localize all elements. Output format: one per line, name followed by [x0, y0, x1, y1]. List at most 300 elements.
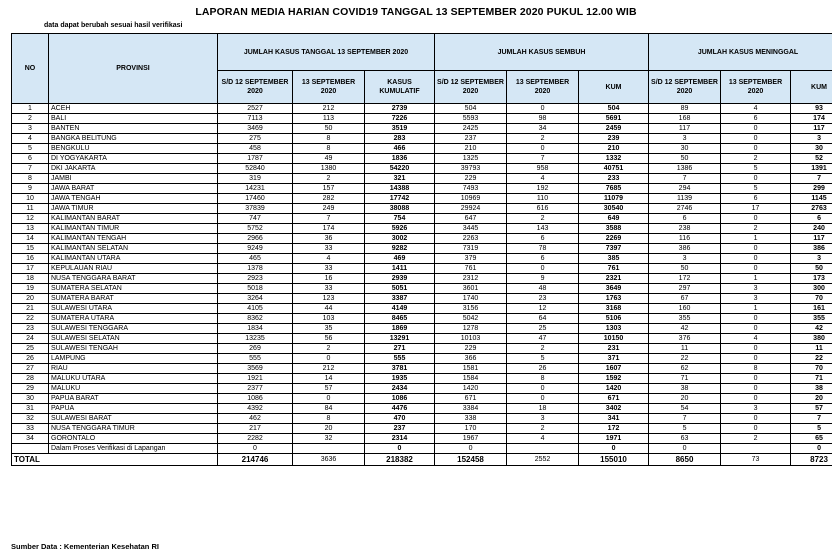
- row-kasus-kum: 754: [365, 214, 435, 224]
- row-sembuh-today: 0: [507, 144, 579, 154]
- row-no: 5: [12, 144, 49, 154]
- row-sembuh-today: 64: [507, 314, 579, 324]
- row-provinsi: JAWA BARAT: [49, 184, 218, 194]
- row-meninggal-sd: 0: [649, 444, 721, 454]
- row-meninggal-kum: 42: [791, 324, 832, 334]
- row-sembuh-sd: 7493: [435, 184, 507, 194]
- header-sembuh-today: 13 SEPTEMBER 2020: [507, 71, 579, 104]
- table-row: [12, 384, 832, 394]
- row-provinsi: PAPUA: [49, 404, 218, 414]
- row-meninggal-today: 0: [721, 214, 791, 224]
- row-sembuh-today: 616: [507, 204, 579, 214]
- row-kasus-today: 2: [293, 344, 365, 354]
- row-provinsi: BENGKULU: [49, 144, 218, 154]
- row-sembuh-today: 2: [507, 134, 579, 144]
- row-sembuh-sd: 210: [435, 144, 507, 154]
- row-meninggal-kum: 386: [791, 244, 832, 254]
- row-meninggal-kum: 7: [791, 174, 832, 184]
- row-kasus-sd: 1378: [218, 264, 293, 274]
- row-sembuh-kum: 1303: [579, 324, 649, 334]
- row-sembuh-kum: 40751: [579, 164, 649, 174]
- row-meninggal-today: 0: [721, 424, 791, 434]
- table-row: [12, 114, 832, 124]
- row-sembuh-kum: 371: [579, 354, 649, 364]
- covid-report-table: [11, 33, 832, 466]
- row-meninggal-sd: 355: [649, 314, 721, 324]
- row-no: 33: [12, 424, 49, 434]
- table-row: [12, 424, 832, 434]
- row-sembuh-kum: 3588: [579, 224, 649, 234]
- row-kasus-today: 32: [293, 434, 365, 444]
- row-kasus-sd: 2923: [218, 274, 293, 284]
- row-kasus-kum: 2739: [365, 104, 435, 114]
- row-meninggal-kum: 300: [791, 284, 832, 294]
- row-sembuh-sd: 671: [435, 394, 507, 404]
- row-meninggal-sd: 22: [649, 354, 721, 364]
- row-meninggal-sd: 294: [649, 184, 721, 194]
- row-sembuh-kum: 385: [579, 254, 649, 264]
- table-row: [12, 154, 832, 164]
- row-sembuh-kum: 5691: [579, 114, 649, 124]
- row-kasus-sd: 747: [218, 214, 293, 224]
- row-kasus-today: 1380: [293, 164, 365, 174]
- table-row: [12, 344, 832, 354]
- header-group-meninggal: JUMLAH KASUS MENINGGAL: [649, 34, 832, 71]
- row-kasus-today: 20: [293, 424, 365, 434]
- row-provinsi: JAWA TIMUR: [49, 204, 218, 214]
- row-sembuh-kum: 1607: [579, 364, 649, 374]
- row-kasus-sd: 217: [218, 424, 293, 434]
- row-meninggal-sd: 386: [649, 244, 721, 254]
- data-source: Sumber Data : Kementerian Kesehatan RI: [11, 542, 159, 551]
- row-kasus-kum: 14388: [365, 184, 435, 194]
- row-sembuh-sd: 2263: [435, 234, 507, 244]
- row-no: 26: [12, 354, 49, 364]
- row-sembuh-today: 98: [507, 114, 579, 124]
- header-group-sembuh: JUMLAH KASUS SEMBUH: [435, 34, 649, 71]
- row-kasus-today: 33: [293, 264, 365, 274]
- row-meninggal-sd: 168: [649, 114, 721, 124]
- row-kasus-sd: 3569: [218, 364, 293, 374]
- row-meninggal-sd: 11: [649, 344, 721, 354]
- row-provinsi: Dalam Proses Verifikasi di Lapangan: [49, 444, 218, 454]
- row-kasus-kum: 13291: [365, 334, 435, 344]
- row-meninggal-today: 0: [721, 144, 791, 154]
- row-kasus-sd: 3264: [218, 294, 293, 304]
- row-kasus-kum: 1836: [365, 154, 435, 164]
- row-meninggal-today: 6: [721, 194, 791, 204]
- verification-note: data dapat berubah sesuai hasil verifikasi: [44, 22, 183, 29]
- row-sembuh-today: 47: [507, 334, 579, 344]
- row-sembuh-kum: 2269: [579, 234, 649, 244]
- row-meninggal-kum: 3: [791, 254, 832, 264]
- total-meninggal-sd: 8650: [649, 454, 721, 466]
- row-kasus-today: 8: [293, 414, 365, 424]
- total-sembuh-kum: 155010: [579, 454, 649, 466]
- total-meninggal-kum: 8723: [791, 454, 832, 466]
- row-kasus-kum: 7226: [365, 114, 435, 124]
- row-sembuh-sd: 3156: [435, 304, 507, 314]
- row-sembuh-today: [507, 444, 579, 454]
- row-meninggal-today: 0: [721, 134, 791, 144]
- row-sembuh-sd: 39793: [435, 164, 507, 174]
- row-meninggal-sd: 42: [649, 324, 721, 334]
- row-meninggal-kum: 70: [791, 294, 832, 304]
- row-kasus-today: 0: [293, 394, 365, 404]
- row-meninggal-kum: 1391: [791, 164, 832, 174]
- row-meninggal-today: 4: [721, 104, 791, 114]
- row-meninggal-kum: 57: [791, 404, 832, 414]
- row-sembuh-kum: 239: [579, 134, 649, 144]
- row-kasus-today: 33: [293, 244, 365, 254]
- row-sembuh-today: 3: [507, 414, 579, 424]
- row-kasus-today: 0: [293, 354, 365, 364]
- row-sembuh-sd: 2312: [435, 274, 507, 284]
- row-meninggal-kum: 52: [791, 154, 832, 164]
- row-sembuh-kum: 1420: [579, 384, 649, 394]
- row-meninggal-sd: 38: [649, 384, 721, 394]
- total-kasus-sd: 214746: [218, 454, 293, 466]
- row-no: 4: [12, 134, 49, 144]
- row-sembuh-today: 26: [507, 364, 579, 374]
- row-kasus-sd: 7113: [218, 114, 293, 124]
- row-kasus-kum: 1935: [365, 374, 435, 384]
- row-kasus-sd: 1921: [218, 374, 293, 384]
- row-kasus-kum: 0: [365, 444, 435, 454]
- table-row: [12, 434, 832, 444]
- row-meninggal-today: 3: [721, 284, 791, 294]
- row-meninggal-sd: 30: [649, 144, 721, 154]
- row-kasus-today: 282: [293, 194, 365, 204]
- table-row: [12, 284, 832, 294]
- header-no: NO: [12, 34, 49, 104]
- row-meninggal-today: 0: [721, 174, 791, 184]
- row-kasus-sd: 8362: [218, 314, 293, 324]
- row-meninggal-kum: 65: [791, 434, 832, 444]
- row-kasus-kum: 2314: [365, 434, 435, 444]
- row-kasus-kum: 3387: [365, 294, 435, 304]
- row-kasus-kum: 2939: [365, 274, 435, 284]
- row-sembuh-kum: 210: [579, 144, 649, 154]
- row-meninggal-kum: 7: [791, 414, 832, 424]
- total-label: TOTAL: [12, 454, 218, 466]
- row-sembuh-today: 8: [507, 374, 579, 384]
- row-provinsi: ACEH: [49, 104, 218, 114]
- row-sembuh-sd: 1325: [435, 154, 507, 164]
- row-provinsi: KALIMANTAN SELATAN: [49, 244, 218, 254]
- row-sembuh-today: 2: [507, 214, 579, 224]
- table-body: [12, 104, 832, 454]
- row-kasus-today: 50: [293, 124, 365, 134]
- row-meninggal-today: 5: [721, 184, 791, 194]
- total-sembuh-sd: 152458: [435, 454, 507, 466]
- row-sembuh-kum: 2321: [579, 274, 649, 284]
- row-kasus-today: 57: [293, 384, 365, 394]
- row-sembuh-sd: 1967: [435, 434, 507, 444]
- row-provinsi: RIAU: [49, 364, 218, 374]
- total-kasus-today: 3636: [293, 454, 365, 466]
- row-kasus-kum: 1869: [365, 324, 435, 334]
- row-kasus-sd: 555: [218, 354, 293, 364]
- row-no: 2: [12, 114, 49, 124]
- row-sembuh-sd: 229: [435, 344, 507, 354]
- row-meninggal-today: 0: [721, 414, 791, 424]
- row-sembuh-today: 0: [507, 264, 579, 274]
- row-meninggal-today: 8: [721, 364, 791, 374]
- row-meninggal-sd: 62: [649, 364, 721, 374]
- row-meninggal-sd: 50: [649, 154, 721, 164]
- total-sembuh-today: 2552: [507, 454, 579, 466]
- row-kasus-sd: 17460: [218, 194, 293, 204]
- row-meninggal-today: 6: [721, 114, 791, 124]
- table-row: [12, 254, 832, 264]
- row-sembuh-kum: 3649: [579, 284, 649, 294]
- row-kasus-kum: 54220: [365, 164, 435, 174]
- row-meninggal-today: 0: [721, 374, 791, 384]
- table-row: [12, 104, 832, 114]
- row-meninggal-kum: 161: [791, 304, 832, 314]
- row-sembuh-kum: 231: [579, 344, 649, 354]
- row-meninggal-kum: 174: [791, 114, 832, 124]
- row-meninggal-sd: 172: [649, 274, 721, 284]
- row-meninggal-sd: 116: [649, 234, 721, 244]
- row-no: 34: [12, 434, 49, 444]
- header-kasus-kumulatif: KASUS KUMULATIF: [365, 71, 435, 104]
- row-kasus-sd: 0: [218, 444, 293, 454]
- row-no: 22: [12, 314, 49, 324]
- row-kasus-today: 84: [293, 404, 365, 414]
- row-provinsi: JAMBI: [49, 174, 218, 184]
- report-title: LAPORAN MEDIA HARIAN COVID19 TANGGAL 13 SEPTEMBER 2020 PUKUL 12.00 WIB: [195, 6, 637, 18]
- row-kasus-sd: 9249: [218, 244, 293, 254]
- table-row: [12, 364, 832, 374]
- row-meninggal-kum: 38: [791, 384, 832, 394]
- row-kasus-today: 35: [293, 324, 365, 334]
- row-kasus-sd: 275: [218, 134, 293, 144]
- row-sembuh-kum: 7397: [579, 244, 649, 254]
- row-meninggal-sd: 117: [649, 124, 721, 134]
- row-kasus-kum: 237: [365, 424, 435, 434]
- row-provinsi: MALUKU: [49, 384, 218, 394]
- table-row: [12, 244, 832, 254]
- row-provinsi: KALIMANTAN TIMUR: [49, 224, 218, 234]
- row-sembuh-sd: 10969: [435, 194, 507, 204]
- row-meninggal-today: [721, 444, 791, 454]
- row-sembuh-today: 6: [507, 234, 579, 244]
- table-row: [12, 234, 832, 244]
- table-row: [12, 164, 832, 174]
- row-provinsi: GORONTALO: [49, 434, 218, 444]
- row-sembuh-today: 23: [507, 294, 579, 304]
- table-row: [12, 334, 832, 344]
- row-no: 15: [12, 244, 49, 254]
- row-sembuh-today: 0: [507, 104, 579, 114]
- row-no: 10: [12, 194, 49, 204]
- row-kasus-kum: 5051: [365, 284, 435, 294]
- row-sembuh-sd: 1278: [435, 324, 507, 334]
- row-meninggal-kum: 0: [791, 444, 832, 454]
- row-meninggal-today: 0: [721, 384, 791, 394]
- row-kasus-kum: 271: [365, 344, 435, 354]
- row-provinsi: DI YOGYAKARTA: [49, 154, 218, 164]
- row-no: 9: [12, 184, 49, 194]
- row-provinsi: SULAWESI UTARA: [49, 304, 218, 314]
- row-meninggal-kum: 50: [791, 264, 832, 274]
- total-kasus-kum: 218382: [365, 454, 435, 466]
- table-row: [12, 224, 832, 234]
- header-sembuh-kum: KUM: [579, 71, 649, 104]
- row-kasus-kum: 5926: [365, 224, 435, 234]
- row-meninggal-sd: 89: [649, 104, 721, 114]
- row-sembuh-sd: 1740: [435, 294, 507, 304]
- row-meninggal-kum: 173: [791, 274, 832, 284]
- row-sembuh-today: 2: [507, 424, 579, 434]
- row-kasus-sd: 458: [218, 144, 293, 154]
- header-sembuh-sd: S/D 12 SEPTEMBER 2020: [435, 71, 507, 104]
- row-no: 21: [12, 304, 49, 314]
- row-kasus-sd: 1787: [218, 154, 293, 164]
- row-kasus-sd: 2966: [218, 234, 293, 244]
- row-meninggal-today: 1: [721, 234, 791, 244]
- row-meninggal-sd: 7: [649, 414, 721, 424]
- table-row: [12, 274, 832, 284]
- table-row: [12, 404, 832, 414]
- row-sembuh-sd: 761: [435, 264, 507, 274]
- row-kasus-today: 56: [293, 334, 365, 344]
- header-meninggal-kum: KUM: [791, 71, 832, 104]
- row-meninggal-sd: 54: [649, 404, 721, 414]
- row-sembuh-today: 192: [507, 184, 579, 194]
- row-meninggal-kum: 20: [791, 394, 832, 404]
- row-kasus-today: 2: [293, 174, 365, 184]
- row-sembuh-sd: 1581: [435, 364, 507, 374]
- row-kasus-kum: 283: [365, 134, 435, 144]
- row-meninggal-today: 2: [721, 224, 791, 234]
- row-sembuh-kum: 0: [579, 444, 649, 454]
- row-kasus-kum: 470: [365, 414, 435, 424]
- row-sembuh-today: 7: [507, 154, 579, 164]
- row-sembuh-kum: 233: [579, 174, 649, 184]
- row-sembuh-kum: 1332: [579, 154, 649, 164]
- row-meninggal-today: 0: [721, 394, 791, 404]
- row-meninggal-sd: 3: [649, 134, 721, 144]
- row-kasus-today: 113: [293, 114, 365, 124]
- row-kasus-sd: 1086: [218, 394, 293, 404]
- row-provinsi: NUSA TENGGARA TIMUR: [49, 424, 218, 434]
- row-no: 32: [12, 414, 49, 424]
- row-no: 16: [12, 254, 49, 264]
- row-sembuh-today: 48: [507, 284, 579, 294]
- row-sembuh-sd: 3384: [435, 404, 507, 414]
- row-meninggal-kum: 1145: [791, 194, 832, 204]
- row-sembuh-kum: 671: [579, 394, 649, 404]
- row-kasus-sd: 465: [218, 254, 293, 264]
- row-no: 25: [12, 344, 49, 354]
- row-no: 12: [12, 214, 49, 224]
- row-meninggal-today: 1: [721, 304, 791, 314]
- row-meninggal-kum: 299: [791, 184, 832, 194]
- row-meninggal-today: 2: [721, 154, 791, 164]
- row-kasus-today: 8: [293, 134, 365, 144]
- row-meninggal-kum: 380: [791, 334, 832, 344]
- row-kasus-sd: 13235: [218, 334, 293, 344]
- row-meninggal-today: 0: [721, 344, 791, 354]
- table-row: [12, 194, 832, 204]
- row-meninggal-sd: 20: [649, 394, 721, 404]
- row-sembuh-sd: 29924: [435, 204, 507, 214]
- row-sembuh-sd: 170: [435, 424, 507, 434]
- row-kasus-today: 157: [293, 184, 365, 194]
- row-sembuh-sd: 379: [435, 254, 507, 264]
- row-meninggal-sd: 2746: [649, 204, 721, 214]
- row-kasus-sd: 2527: [218, 104, 293, 114]
- row-sembuh-sd: 647: [435, 214, 507, 224]
- row-sembuh-today: 6: [507, 254, 579, 264]
- row-provinsi: NUSA TENGGARA BARAT: [49, 274, 218, 284]
- table-row: [12, 264, 832, 274]
- table-row: [12, 294, 832, 304]
- row-kasus-kum: 3002: [365, 234, 435, 244]
- row-kasus-kum: 4149: [365, 304, 435, 314]
- row-meninggal-today: 0: [721, 354, 791, 364]
- row-provinsi: SUMATERA SELATAN: [49, 284, 218, 294]
- row-sembuh-today: 5: [507, 354, 579, 364]
- row-kasus-today: 123: [293, 294, 365, 304]
- row-sembuh-today: 958: [507, 164, 579, 174]
- row-kasus-today: 33: [293, 284, 365, 294]
- row-meninggal-kum: 6: [791, 214, 832, 224]
- row-kasus-sd: 5752: [218, 224, 293, 234]
- row-meninggal-kum: 30: [791, 144, 832, 154]
- row-sembuh-sd: 5042: [435, 314, 507, 324]
- row-sembuh-sd: 0: [435, 444, 507, 454]
- row-no: 23: [12, 324, 49, 334]
- row-meninggal-kum: 70: [791, 364, 832, 374]
- table-row: [12, 444, 832, 454]
- row-kasus-today: 14: [293, 374, 365, 384]
- table-row: [12, 314, 832, 324]
- row-provinsi: SUMATERA UTARA: [49, 314, 218, 324]
- row-no: 6: [12, 154, 49, 164]
- row-sembuh-sd: 237: [435, 134, 507, 144]
- row-sembuh-kum: 5106: [579, 314, 649, 324]
- row-sembuh-today: 143: [507, 224, 579, 234]
- row-meninggal-kum: 22: [791, 354, 832, 364]
- table-row: [12, 144, 832, 154]
- row-sembuh-today: 25: [507, 324, 579, 334]
- row-kasus-sd: 3469: [218, 124, 293, 134]
- row-sembuh-today: 2: [507, 344, 579, 354]
- row-sembuh-kum: 2459: [579, 124, 649, 134]
- row-meninggal-sd: 238: [649, 224, 721, 234]
- table-row: [12, 324, 832, 334]
- header-meninggal-today: 13 SEPTEMBER 2020: [721, 71, 791, 104]
- row-kasus-today: 44: [293, 304, 365, 314]
- row-kasus-sd: 37839: [218, 204, 293, 214]
- row-provinsi: SULAWESI SELATAN: [49, 334, 218, 344]
- row-kasus-today: 103: [293, 314, 365, 324]
- row-kasus-sd: 269: [218, 344, 293, 354]
- row-sembuh-kum: 1763: [579, 294, 649, 304]
- total-meninggal-today: 73: [721, 454, 791, 466]
- row-sembuh-today: 9: [507, 274, 579, 284]
- row-kasus-kum: 1086: [365, 394, 435, 404]
- row-no: 13: [12, 224, 49, 234]
- row-provinsi: SULAWESI TENGAH: [49, 344, 218, 354]
- header-group-kasus: JUMLAH KASUS TANGGAL 13 SEPTEMBER 2020: [218, 34, 435, 71]
- row-sembuh-sd: 3601: [435, 284, 507, 294]
- row-sembuh-kum: 3168: [579, 304, 649, 314]
